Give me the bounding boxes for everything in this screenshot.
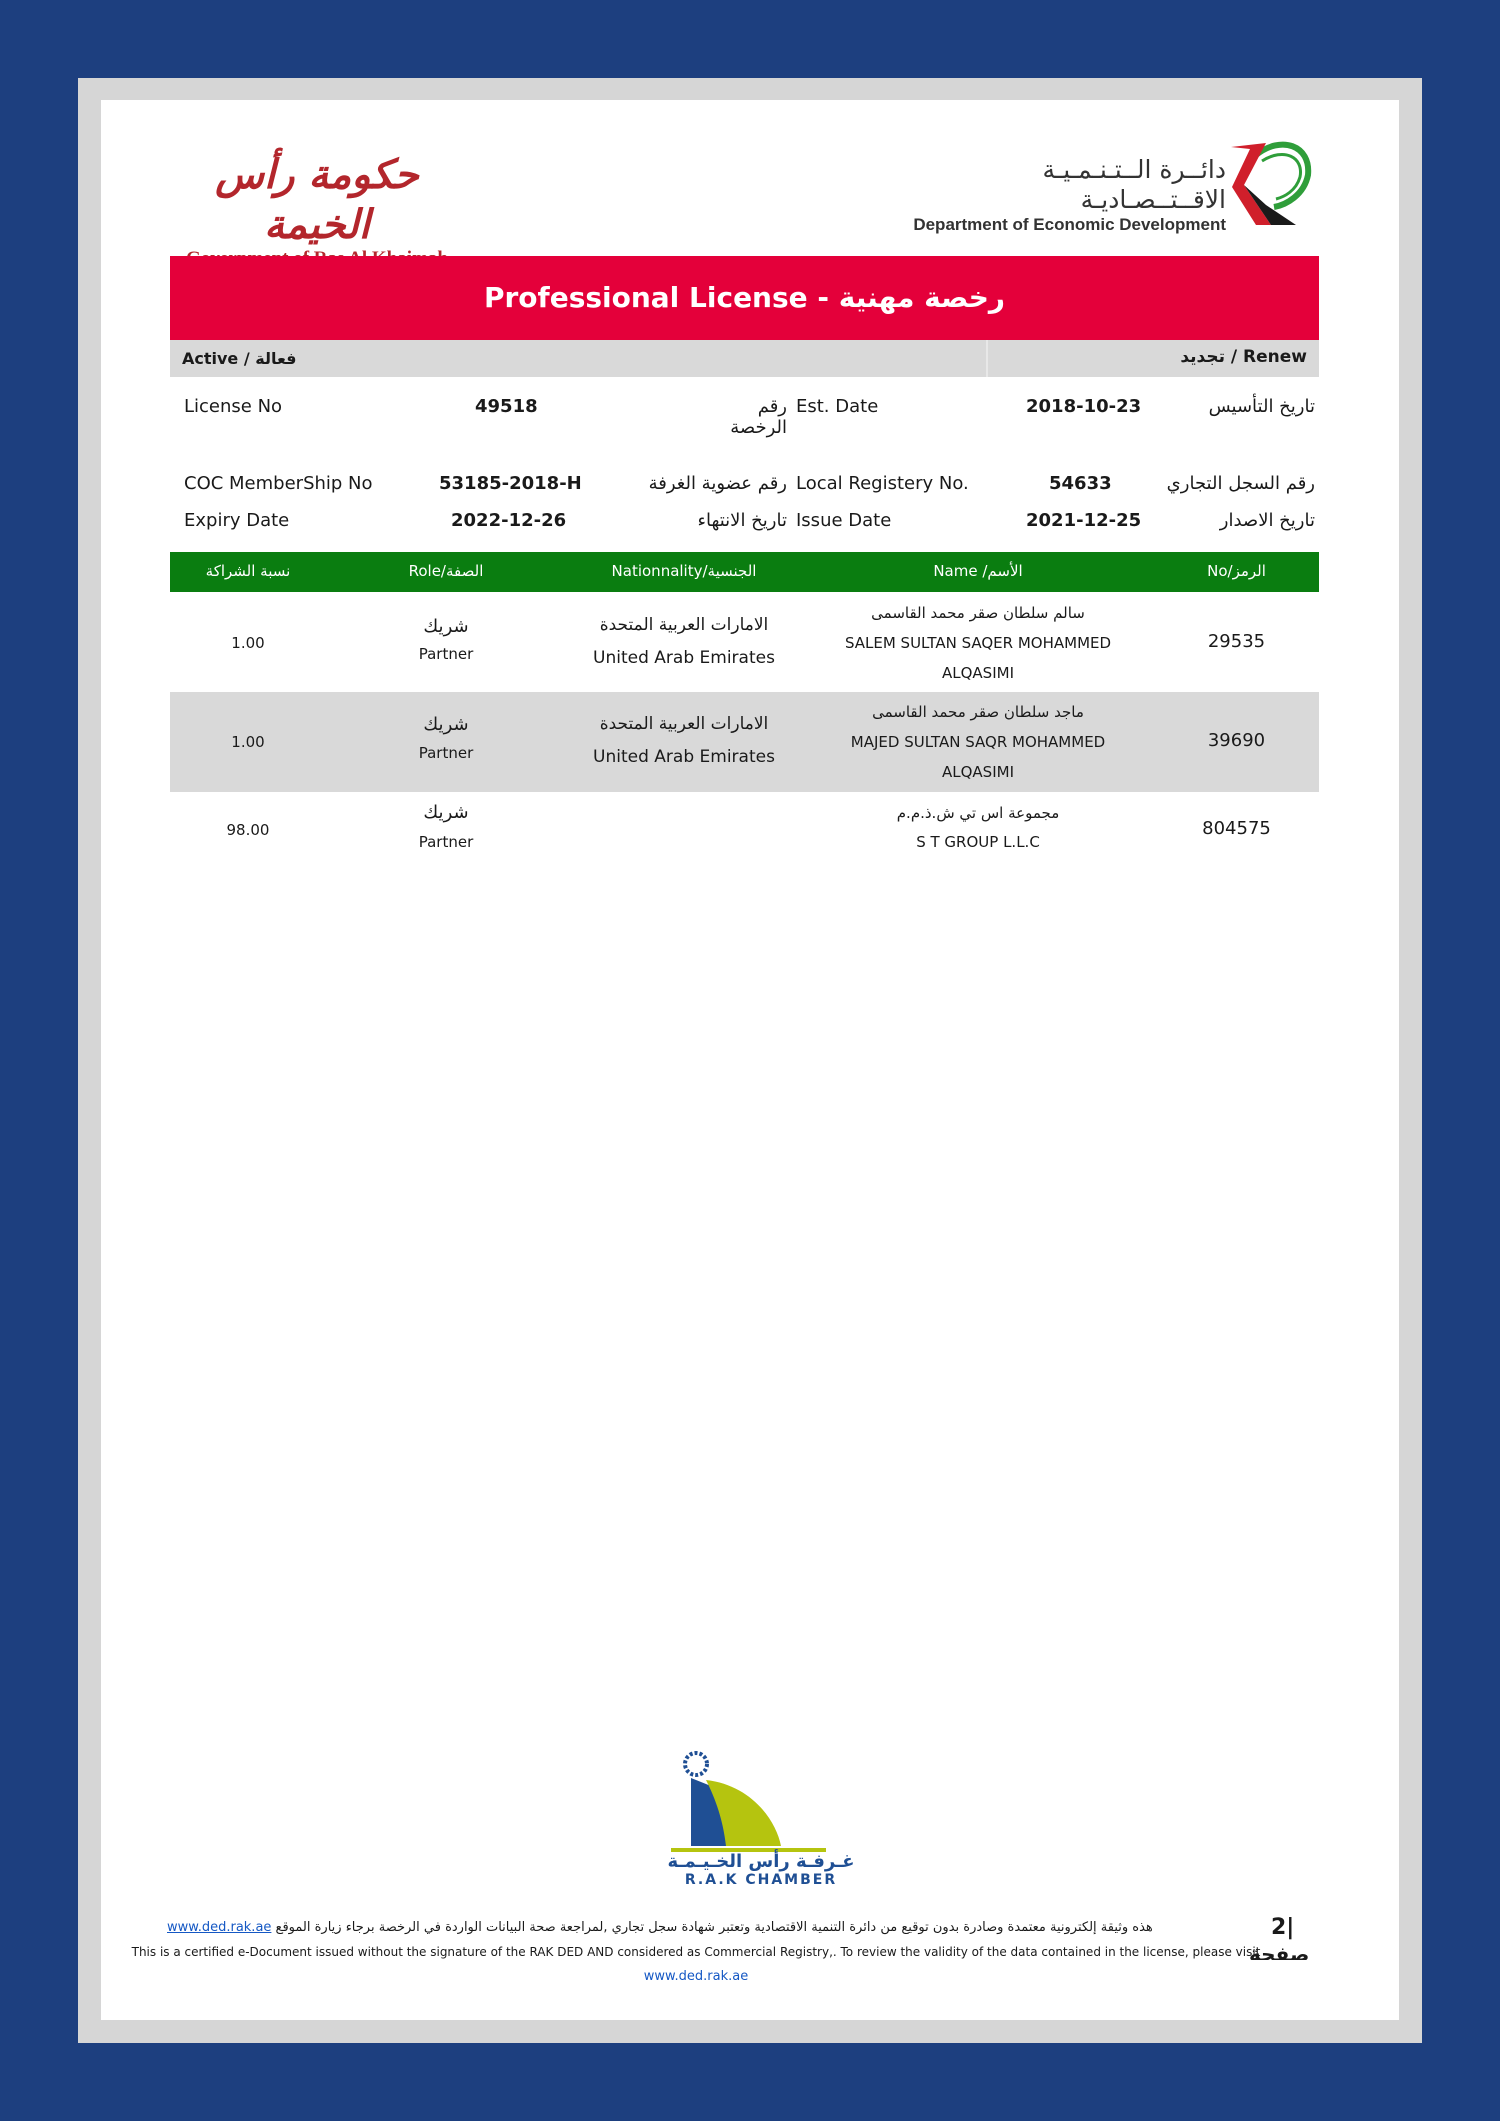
table-row	[170, 792, 1319, 870]
nationality-en-cell: United Arab Emirates	[593, 747, 775, 767]
share-cell: 1.00	[231, 634, 265, 652]
no-cell: 29535	[1207, 631, 1266, 652]
no-cell: 804575	[1202, 818, 1271, 839]
footer-link-ded-bottom[interactable]: www.ded.rak.ae	[643, 1969, 749, 1984]
document-page	[101, 100, 1399, 2020]
role-ar-cell: شريك	[423, 802, 469, 823]
license-no-value: 49518	[475, 396, 538, 417]
license-title-bar: Professional License - رخصة مهنية	[170, 256, 1319, 340]
issue-date-value: 2021-12-25	[1026, 510, 1142, 531]
local-reg-label: Local Registery No.	[796, 473, 969, 494]
expiry-date-label-ar: تاريخ الانتهاء	[697, 510, 787, 531]
name-ar-cell: ماجد سلطان صقر محمد القاسمى	[872, 703, 1084, 721]
name-en-cont-cell: ALQASIMI	[942, 664, 1014, 682]
issue-date-label: Issue Date	[796, 510, 892, 531]
ded-arabic-text: دائــرة الــتـنـمـيـة الاقــتــصـاديـة	[1042, 155, 1226, 214]
header-share: نسبة الشراكة	[205, 562, 291, 580]
footer-link-ded[interactable]: www.ded.rak.ae	[167, 1920, 272, 1935]
footer-arabic-text: هذه وثيقة إلكترونية معتمدة وصادرة بدون توقيع من دائرة التنمية الاقتصادية وتعتبر شهادة سجل تجاري ,لمراجعة صحة البيانات الواردة في الرخصة برجاء زيارة الموقع	[275, 1920, 1153, 1935]
government-rak-logo	[172, 150, 462, 248]
rak-chamber-logo	[631, 1750, 891, 1920]
nationality-en-cell: United Arab Emirates	[593, 648, 775, 668]
footer-arabic	[167, 1920, 1287, 1935]
ded-logo	[911, 135, 1311, 235]
status-bar	[170, 340, 1319, 377]
header-no: No/الرمز	[1207, 562, 1266, 580]
expiry-date-label: Expiry Date	[184, 510, 290, 531]
role-en-cell: Partner	[418, 833, 474, 851]
header-name: Name /الأسم	[933, 562, 1023, 580]
header-role: Role/الصفة	[408, 562, 484, 580]
name-ar-cell: مجموعة اس تي ش.ذ.م.م	[896, 804, 1060, 822]
expiry-date-value: 2022-12-26	[451, 510, 567, 531]
nationality-ar-cell: الامارات العربية المتحدة	[599, 615, 769, 635]
est-date-label-ar: تاريخ التأسيس	[1208, 396, 1315, 417]
role-en-cell: Partner	[418, 645, 474, 663]
header-nationality: Nationnality/الجنسية	[611, 562, 757, 580]
footer-english-text: This is a certified e-Document issued without the signature of the RAK DED AND considered as Commercial Registry,. To review the validity of the data contained in the license, please visit	[131, 1945, 1261, 1959]
est-date-label: Est. Date	[796, 396, 879, 417]
coc-no-value: 53185-2018-H	[439, 473, 582, 494]
role-ar-cell: شريك	[423, 616, 469, 637]
nationality-ar-cell: الامارات العربية المتحدة	[599, 714, 769, 734]
license-no-label-ar: رقم الرخصة	[730, 396, 787, 438]
status-divider	[986, 340, 988, 377]
ded-emblem-icon	[1226, 135, 1316, 230]
name-en-cont-cell: ALQASIMI	[942, 763, 1014, 781]
status-active-badge: Active / فعالة	[182, 349, 297, 368]
partners-table-header	[170, 552, 1319, 592]
page-word: صفحة	[1249, 1942, 1310, 1960]
share-cell: 1.00	[231, 733, 265, 751]
coc-no-label: COC MemberShip No	[184, 473, 373, 494]
role-ar-cell: شريك	[423, 714, 469, 735]
est-date-value: 2018-10-23	[1026, 396, 1142, 417]
role-en-cell: Partner	[418, 744, 474, 762]
ded-english-text: Department of Economic Development	[913, 215, 1226, 234]
share-cell: 98.00	[226, 821, 270, 839]
table-row	[170, 594, 1319, 692]
page-number: 2|	[1271, 1915, 1295, 1940]
local-reg-value: 54633	[1049, 473, 1112, 494]
issue-date-label-ar: تاريخ الاصدار	[1219, 510, 1315, 531]
name-ar-cell: سالم سلطان صقر محمد القاسمى	[871, 604, 1085, 622]
status-renew-label: تجديد / Renew	[1180, 347, 1307, 367]
name-en-cell: MAJED SULTAN SAQR MOHAMMED	[850, 733, 1106, 751]
no-cell: 39690	[1207, 730, 1266, 751]
rak-chamber-sail-icon	[631, 1750, 891, 1855]
license-no-label: License No	[184, 396, 283, 417]
chamber-english-text: R.A.K CHAMBER	[684, 1872, 838, 1888]
name-en-cell: SALEM SULTAN SAQER MOHAMMED	[844, 634, 1112, 652]
logo-arabic-text: حكومة رأس الخيمة	[215, 151, 419, 248]
coc-no-label-ar: رقم عضوية الغرفة	[648, 473, 787, 494]
table-row	[170, 692, 1319, 792]
name-en-cell: S T GROUP L.L.C	[916, 833, 1040, 851]
chamber-arabic-text: غـرفـة رأس الخـيـمـة	[667, 1851, 855, 1872]
local-reg-label-ar: رقم السجل التجاري	[1166, 473, 1315, 494]
